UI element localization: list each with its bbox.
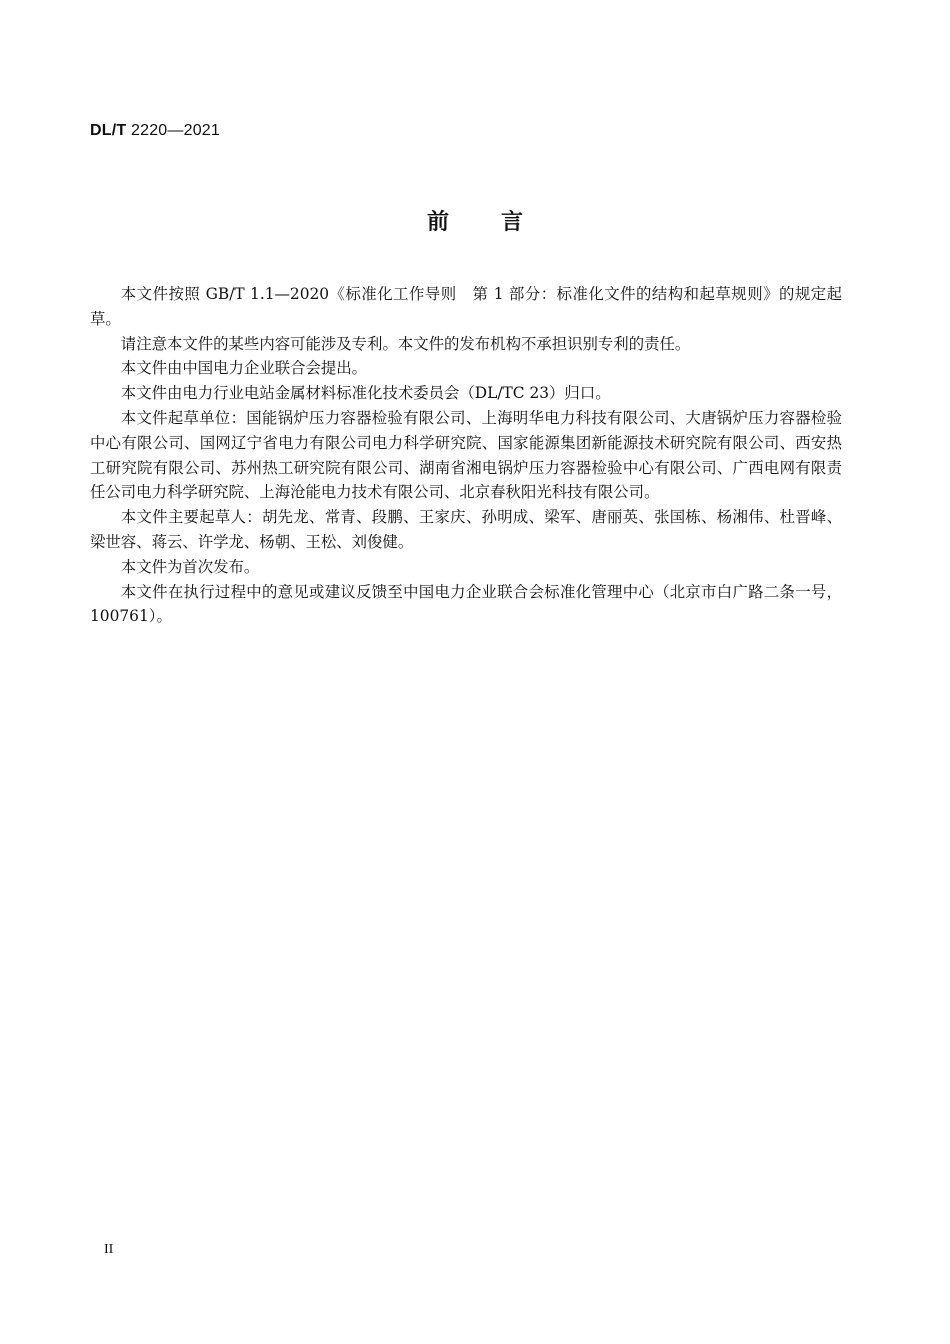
page-title xyxy=(0,205,950,236)
page-number: II xyxy=(104,1242,114,1257)
standard-number: 2220—2021 xyxy=(126,122,220,139)
paragraph-committee: 本文件由电力行业电站金属材料标准化技术委员会（DL/TC 23）归口。 xyxy=(120,384,611,403)
paragraph-first-release: 本文件为首次发布。 xyxy=(120,557,260,576)
title-char-2: 言 xyxy=(501,210,524,235)
paragraph-patent-notice: 请注意本文件的某些内容可能涉及专利。本文件的发布机构不承担识别专利的责任。 xyxy=(120,334,691,353)
title-char-1: 前 xyxy=(426,210,449,235)
paragraph-drafting-units: 本文件起草单位：国能锅炉压力容器检验有限公司、上海明华电力科技有限公司、大唐锅炉压力容器检验中心有限公司、国网辽宁省电力有限公司电力科学研究院、国家能源集团新能源技术研究院有限公司、西安热工研究院有限公司、苏州热工研究院有限公司、湖南省湘电锅炉压力容器检验中心有限公司、广西电网有限责任公司电力科学研究院、上海沧能电力技术有限公司、北京春秋阳光科技有限公司。 xyxy=(90,408,842,502)
standard-code xyxy=(90,122,220,140)
paragraph-proposer: 本文件由中国电力企业联合会提出。 xyxy=(120,359,368,378)
paragraph-drafters: 本文件主要起草人：胡先龙、常青、段鹏、王家庆、孙明成、梁军、唐丽英、张国栋、杨湘伟、杜晋峰、梁世容、蒋云、许学龙、杨朝、王松、刘俊健。 xyxy=(90,508,842,551)
paragraph-drafting-rules: 本文件按照 GB/T 1.1—2020《标准化工作导则 第 1 部分：标准化文件的结构和起草规则》的规定起草。 xyxy=(90,285,842,328)
foreword-body xyxy=(90,282,842,629)
paragraph-feedback: 本文件在执行过程中的意见或建议反馈至中国电力企业联合会标准化管理中心（北京市白广路二条一号，100761）。 xyxy=(90,582,842,626)
standard-prefix: DL/T xyxy=(90,122,127,139)
